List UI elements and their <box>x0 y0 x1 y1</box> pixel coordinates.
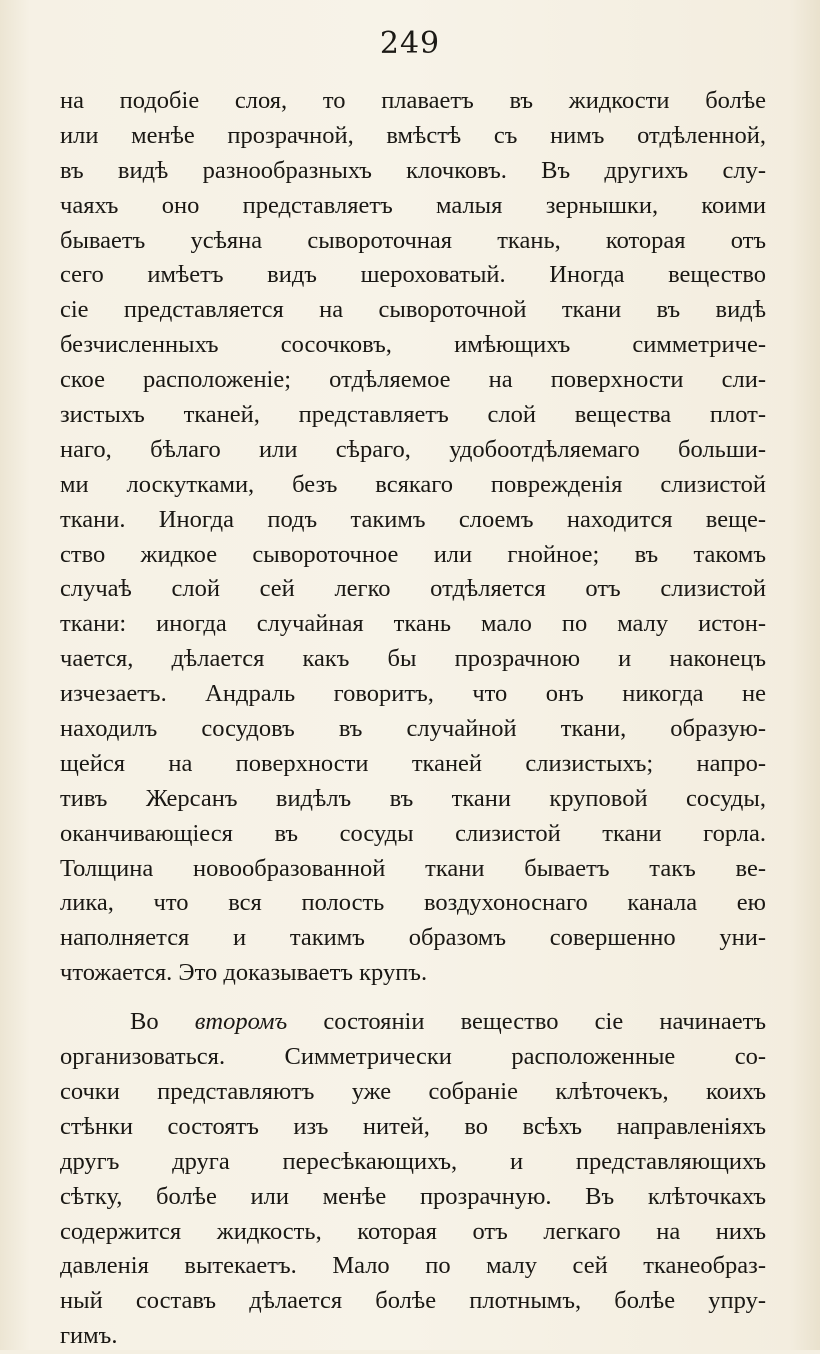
text-line: ный составъ дѣлается болѣе плотнымъ, болѣе упру- <box>60 1287 766 1315</box>
text-line: въ видѣ разнообразныхъ клочковъ. Въ другихъ слу- <box>60 156 766 184</box>
text-line: наполняется и такимъ образомъ совершенно уни- <box>60 924 766 952</box>
text-line: чаяхъ оно представляетъ малыя зернышки, коими <box>60 191 766 219</box>
text-line: щейся на поверхности тканей слизистыхъ; напро- <box>60 749 766 777</box>
text-line: ское расположеніе; отдѣляемое на поверхности сли- <box>60 366 766 394</box>
text-line: лика, что вся полость воздухоноснаго канала ею <box>60 889 766 917</box>
text-line: случаѣ слой сей легко отдѣляется отъ слизистой <box>60 575 766 603</box>
text-line: находилъ сосудовъ въ случайной ткани, образую- <box>60 715 766 743</box>
text-line: содержится жидкость, которая отъ легкаго на нихъ <box>60 1217 766 1245</box>
text-line: организоваться. Симметрически расположенные со- <box>60 1043 766 1071</box>
text-line: ткани: иногда случайная ткань мало по малу истон- <box>60 610 766 638</box>
paragraph-2 <box>60 1005 766 1354</box>
text-line: оканчивающіеся въ сосуды слизистой ткани горла. <box>60 819 766 847</box>
text-line: тивъ Жерсанъ видѣлъ въ ткани круповой сосуды, <box>60 784 766 812</box>
text-line: ткани. Иногда подъ такимъ слоемъ находится веще- <box>60 505 766 533</box>
text-line: сіе представляется на сывороточной ткани въ видѣ <box>60 296 766 324</box>
text-line: другъ друга пересѣкающихъ, и представляющихъ <box>60 1147 766 1175</box>
text-line: чтожается. Это доказываетъ крупъ. <box>60 959 428 987</box>
paragraph-gap <box>60 991 766 1005</box>
text-line: ство жидкое сывороточное или гнойное; въ такомъ <box>60 540 766 568</box>
text-line: наго, бѣлаго или сѣраго, удобоотдѣляемаго больши- <box>60 435 766 463</box>
text-line: ми лоскутками, безъ всякаго поврежденія слизистой <box>60 470 766 498</box>
text-line: сѣтку, болѣе или менѣе прозрачную. Въ клѣточкахъ <box>60 1182 766 1210</box>
text-line: изчезаетъ. Андраль говоритъ, что онъ никогда не <box>60 680 766 708</box>
text-line: сочки представляютъ уже собраніе клѣточекъ, коихъ <box>60 1077 766 1105</box>
text-line: Толщина новообразованной ткани бываетъ такъ ве- <box>60 854 766 882</box>
paragraph-1 <box>60 84 766 991</box>
text-line: безчисленныхъ сосочковъ, имѣющихъ симметриче- <box>60 331 766 359</box>
text-line: Во второмъ состояніи вещество сіе начинаетъ <box>130 1008 766 1036</box>
text-line: бываетъ усѣяна сывороточная ткань, которая отъ <box>60 226 766 254</box>
text-line: стѣнки состоятъ изъ нитей, во всѣхъ направленіяхъ <box>60 1112 766 1140</box>
text-line: или менѣе прозрачной, вмѣстѣ съ нимъ отдѣленной, <box>60 121 766 149</box>
text-line: сего имѣетъ видъ шероховатый. Иногда вещество <box>60 261 766 289</box>
text-line: гимъ. <box>60 1322 118 1350</box>
text-line: зистыхъ тканей, представляетъ слой вещества плот- <box>60 401 766 429</box>
text-line: чается, дѣлается какъ бы прозрачною и наконецъ <box>60 645 766 673</box>
text-line: на подобіе слоя, то плаваетъ въ жидкости болѣе <box>60 87 766 114</box>
text-line: давленія вытекаетъ. Мало по малу сей тканеобраз- <box>60 1252 766 1280</box>
page-number: 249 <box>379 26 441 61</box>
body-text <box>60 84 766 1354</box>
